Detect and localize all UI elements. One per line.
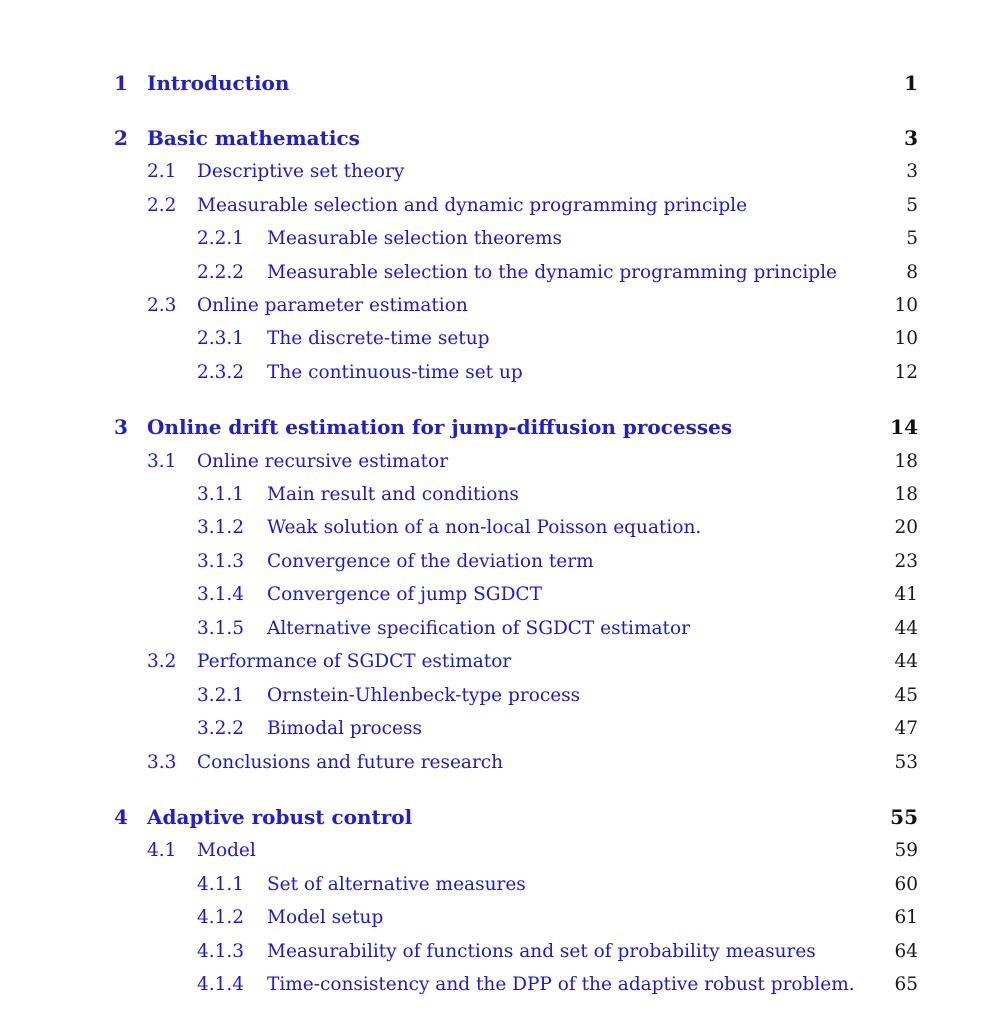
toc-entry-subsection[interactable]: [0, 324, 994, 354]
toc-page-number[interactable]: 59: [888, 836, 918, 866]
toc-page-number[interactable]: 60: [888, 870, 918, 900]
toc-number[interactable]: 3: [114, 415, 128, 439]
toc-number[interactable]: 4.1: [147, 840, 177, 861]
toc-page-number[interactable]: 5: [900, 191, 918, 221]
toc-number[interactable]: 2: [114, 126, 128, 150]
toc-page-number[interactable]: 55: [884, 802, 918, 832]
toc-page-number[interactable]: 44: [888, 614, 918, 644]
toc-title[interactable]: Model setup: [267, 903, 389, 933]
toc-number[interactable]: 3.1.5: [197, 618, 245, 639]
toc-title[interactable]: Performance of SGDCT estimator: [197, 647, 517, 677]
toc-number[interactable]: 3.1.1: [197, 484, 245, 505]
toc-page-number[interactable]: 5: [900, 224, 918, 254]
toc-entry-section[interactable]: [0, 647, 994, 677]
toc-page-number[interactable]: 23: [888, 547, 918, 577]
toc-title[interactable]: Ornstein-Uhlenbeck-type process: [267, 681, 586, 711]
toc-entry-section[interactable]: [0, 157, 994, 187]
toc-number[interactable]: 3.1: [147, 451, 177, 472]
toc-entry-subsection[interactable]: [0, 258, 994, 288]
toc-entry-subsection[interactable]: [0, 870, 994, 900]
toc-entry-section[interactable]: [0, 191, 994, 221]
toc-entry-section[interactable]: [0, 836, 994, 866]
toc-number[interactable]: 4.1.4: [197, 974, 245, 995]
toc-title[interactable]: Descriptive set theory: [197, 157, 410, 187]
toc-page-number[interactable]: 18: [888, 447, 918, 477]
toc-number[interactable]: 4.1.3: [197, 941, 245, 962]
toc-number[interactable]: 2.2.2: [197, 262, 245, 283]
toc-entry-section[interactable]: [0, 748, 994, 778]
toc-entry-subsection[interactable]: [0, 681, 994, 711]
toc-number[interactable]: 2.2.1: [197, 228, 245, 249]
toc-title[interactable]: Convergence of the deviation term: [267, 547, 600, 577]
toc-page-number[interactable]: 64: [888, 937, 918, 967]
toc-entry-subsection[interactable]: [0, 224, 994, 254]
toc-page-number[interactable]: 10: [888, 291, 918, 321]
toc-number[interactable]: 3.1.4: [197, 584, 245, 605]
toc-entry-chapter[interactable]: [0, 68, 994, 98]
toc-title[interactable]: Alternative specification of SGDCT estimator: [267, 614, 696, 644]
toc-page-number[interactable]: 14: [884, 412, 918, 442]
toc-title[interactable]: Basic mathematics: [147, 123, 366, 153]
toc-number[interactable]: 3.2: [147, 651, 177, 672]
toc-number[interactable]: 2.3: [147, 295, 177, 316]
toc-title[interactable]: Time-consistency and the DPP of the adaptive robust problem.: [267, 970, 861, 1000]
toc-title[interactable]: Bimodal process: [267, 714, 428, 744]
toc-entry-subsection[interactable]: [0, 513, 994, 543]
toc-number[interactable]: 3.2.1: [197, 685, 245, 706]
toc-number[interactable]: 3.2.2: [197, 718, 245, 739]
toc-title[interactable]: Introduction: [147, 68, 295, 98]
toc-title[interactable]: Adaptive robust control: [147, 802, 418, 832]
toc-entry-subsection[interactable]: [0, 547, 994, 577]
toc-title[interactable]: Online parameter estimation: [197, 291, 474, 321]
toc-page-number[interactable]: 65: [888, 970, 918, 1000]
toc-page-number[interactable]: 41: [888, 580, 918, 610]
toc-title[interactable]: Measurable selection to the dynamic programming principle: [267, 258, 843, 288]
toc-page-number[interactable]: 3: [898, 123, 918, 153]
toc-number[interactable]: 2.3.1: [197, 328, 245, 349]
toc-page-number[interactable]: 12: [888, 358, 918, 388]
toc-number[interactable]: 3.1.3: [197, 551, 245, 572]
toc-page-number[interactable]: 8: [900, 258, 918, 288]
toc-title[interactable]: Measurable selection and dynamic programming principle: [197, 191, 753, 221]
toc-number[interactable]: 1: [114, 71, 128, 95]
toc-page-number[interactable]: 44: [888, 647, 918, 677]
toc-entry-chapter[interactable]: [0, 412, 994, 442]
toc-entry-subsection[interactable]: [0, 614, 994, 644]
toc-page-number[interactable]: 18: [888, 480, 918, 510]
toc-title[interactable]: The discrete-time setup: [267, 324, 495, 354]
toc-page-number[interactable]: 1: [898, 68, 918, 98]
toc-title[interactable]: Online drift estimation for jump-diffusion processes: [147, 412, 738, 442]
toc-title[interactable]: Weak solution of a non-local Poisson equation.: [267, 513, 707, 543]
toc-title[interactable]: Convergence of jump SGDCT: [267, 580, 548, 610]
toc-entry-chapter[interactable]: [0, 123, 994, 153]
toc-title[interactable]: Measurability of functions and set of probability measures: [267, 937, 822, 967]
toc-entry-subsection[interactable]: [0, 903, 994, 933]
toc-number[interactable]: 2.1: [147, 161, 177, 182]
toc-entry-subsection[interactable]: [0, 358, 994, 388]
toc-title[interactable]: Model: [197, 836, 262, 866]
toc-entry-section[interactable]: [0, 291, 994, 321]
toc-title[interactable]: Set of alternative measures: [267, 870, 532, 900]
toc-page-number[interactable]: 20: [888, 513, 918, 543]
toc-entry-chapter[interactable]: [0, 802, 994, 832]
toc-page-number[interactable]: 45: [888, 681, 918, 711]
toc-page-number[interactable]: 61: [888, 903, 918, 933]
toc-number[interactable]: 2.2: [147, 195, 177, 216]
toc-title[interactable]: The continuous-time set up: [267, 358, 529, 388]
toc-entry-subsection[interactable]: [0, 714, 994, 744]
toc-title[interactable]: Measurable selection theorems: [267, 224, 568, 254]
toc-entry-section[interactable]: [0, 447, 994, 477]
toc-page-number[interactable]: 53: [888, 748, 918, 778]
toc-entry-subsection[interactable]: [0, 937, 994, 967]
toc-number[interactable]: 2.3.2: [197, 362, 245, 383]
toc-number[interactable]: 3.3: [147, 752, 177, 773]
toc-entry-subsection[interactable]: [0, 580, 994, 610]
toc-number[interactable]: 3.1.2: [197, 517, 245, 538]
toc-page-number[interactable]: 47: [888, 714, 918, 744]
toc-number[interactable]: 4.1.2: [197, 907, 245, 928]
toc-page-number[interactable]: 10: [888, 324, 918, 354]
toc-title[interactable]: Online recursive estimator: [197, 447, 454, 477]
toc-page-number[interactable]: 3: [900, 157, 918, 187]
toc-title[interactable]: Conclusions and future research: [197, 748, 509, 778]
toc-title[interactable]: Main result and conditions: [267, 480, 525, 510]
toc-number[interactable]: 4: [114, 805, 128, 829]
toc-entry-subsection[interactable]: [0, 480, 994, 510]
toc-entry-subsection[interactable]: [0, 970, 994, 1000]
toc-number[interactable]: 4.1.1: [197, 874, 245, 895]
